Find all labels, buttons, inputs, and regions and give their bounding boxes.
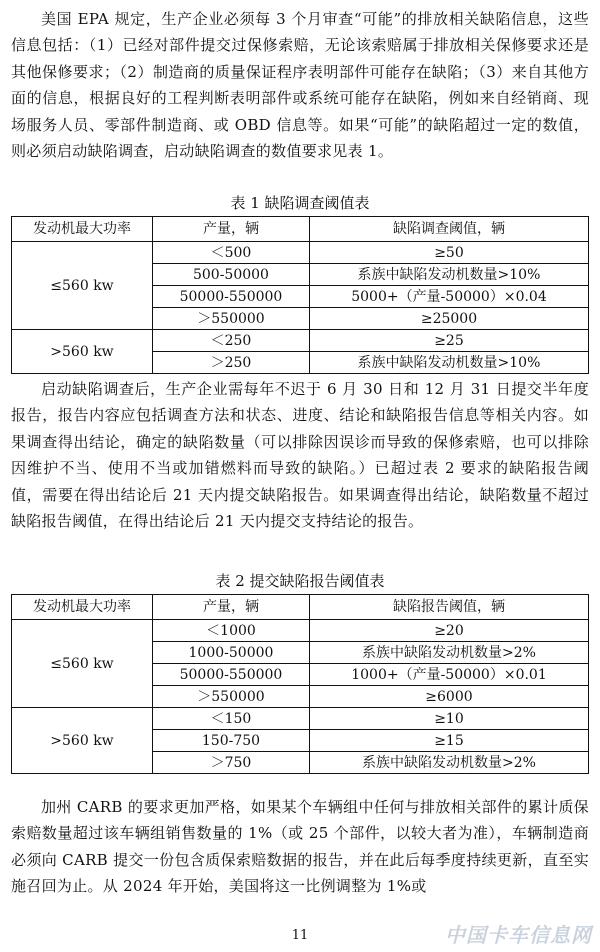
power-cell: ≤560 kw [12, 242, 153, 330]
threshold-cell: ≥15 [309, 730, 588, 752]
threshold-cell: 系族中缺陷发动机数量>10% [309, 352, 588, 374]
table-header-row [12, 217, 589, 242]
table-header-cell: 发动机最大功率 [12, 595, 153, 620]
production-cell: 50000-550000 [152, 664, 309, 686]
production-cell: ＞550000 [152, 308, 309, 330]
power-cell: >560 kw [12, 330, 153, 374]
threshold-cell: ≥10 [309, 708, 588, 730]
threshold-cell: ≥6000 [309, 686, 588, 708]
production-cell: ＜250 [152, 330, 309, 352]
threshold-cell: ≥25 [309, 330, 588, 352]
threshold-cell: 1000+（产量-50000）×0.01 [309, 664, 588, 686]
power-cell: >560 kw [12, 708, 153, 774]
production-cell: ＞550000 [152, 686, 309, 708]
production-cell: 150-750 [152, 730, 309, 752]
paragraph-carb-requirement: 加州 CARB 的要求更加严格，如果某个车辆组中任何与排放相关部件的累计质保索赔数量超过该车辆组销售数量的 1%（或 25 个部件，以较大者为准），车辆制造商必须向 CARB 提交一份包含质保索赔数据的报告，并在此后每季度持续更新，直至实施召回为止。从 2024 年开始，美国将这一比例调整为 1%或 [11, 798, 589, 896]
table-row [12, 330, 589, 352]
table-header-cell: 产量，辆 [152, 217, 309, 242]
production-cell: ＞750 [152, 752, 309, 774]
table-row [12, 708, 589, 730]
table2-report-threshold [11, 594, 589, 774]
table-header-cell: 发动机最大功率 [12, 217, 153, 242]
power-cell: ≤560 kw [12, 620, 153, 708]
threshold-cell: ≥25000 [309, 308, 588, 330]
paragraph-investigation-report: 启动缺陷调查后，生产企业需每年不迟于 6 月 30 日和 12 月 31 日提交半年度报告，报告内容应包括调查方法和状态、进度、结论和缺陷报告信息等相关内容。如果调查得出结论，确定的缺陷数量（可以排除因误诊而导致的保修索赔，也可以排除因维护不当、使用不当或加错燃料而导致的缺陷。）已超过表 2 要求的缺陷报告阈值，需要在得出结论后 21 天内提交缺陷报告。如果调查得出结论，缺陷数量不超过缺陷报告阈值，在得出结论后 21 天内提交支持结论的报告。 [11, 380, 589, 531]
threshold-cell: 系族中缺陷发动机数量>2% [309, 752, 588, 774]
table-header-cell: 缺陷调查阈值，辆 [309, 217, 588, 242]
table-row [12, 620, 589, 642]
threshold-cell: 5000+（产量-50000）×0.04 [309, 286, 588, 308]
production-cell: ＜1000 [152, 620, 309, 642]
table-row [12, 242, 589, 264]
production-cell: 1000-50000 [152, 642, 309, 664]
threshold-cell: 系族中缺陷发动机数量>10% [309, 264, 588, 286]
production-cell: 500-50000 [152, 264, 309, 286]
table-header-row [12, 595, 589, 620]
production-cell: ＜500 [152, 242, 309, 264]
page-number: 11 [291, 928, 309, 943]
site-watermark-logo: 中国卡车信息网 [445, 923, 592, 947]
table2-caption: 表 2 提交缺陷报告阈值表 [215, 572, 385, 590]
production-cell: ＞250 [152, 352, 309, 374]
table-header-cell: 缺陷报告阈值，辆 [309, 595, 588, 620]
threshold-cell: ≥20 [309, 620, 588, 642]
table1-caption: 表 1 缺陷调查阈值表 [230, 194, 370, 212]
paragraph-epa-review: 美国 EPA 规定，生产企业必须每 3 个月审查“可能”的排放相关缺陷信息，这些信息包括：（1）已经对部件提交过保修索赔，无论该索赔属于排放相关保修要求还是其他保修要求；（2）制造商的质量保证程序表明部件可能存在缺陷；（3）来自其他方面的信息，根据良好的工程判断表明部件或系统可能存在缺陷，例如来自经销商、现场服务人员、零部件制造商、或 OBD 信息等。如果“可能”的缺陷超过一定的数值，则必须启动缺陷调查，启动缺陷调查的数值要求见表 1。 [11, 10, 589, 161]
threshold-cell: 系族中缺陷发动机数量>2% [309, 642, 588, 664]
production-cell: ＜150 [152, 708, 309, 730]
table1-investigation-threshold [11, 216, 589, 374]
production-cell: 50000-550000 [152, 286, 309, 308]
table-header-cell: 产量，辆 [152, 595, 309, 620]
threshold-cell: ≥50 [309, 242, 588, 264]
